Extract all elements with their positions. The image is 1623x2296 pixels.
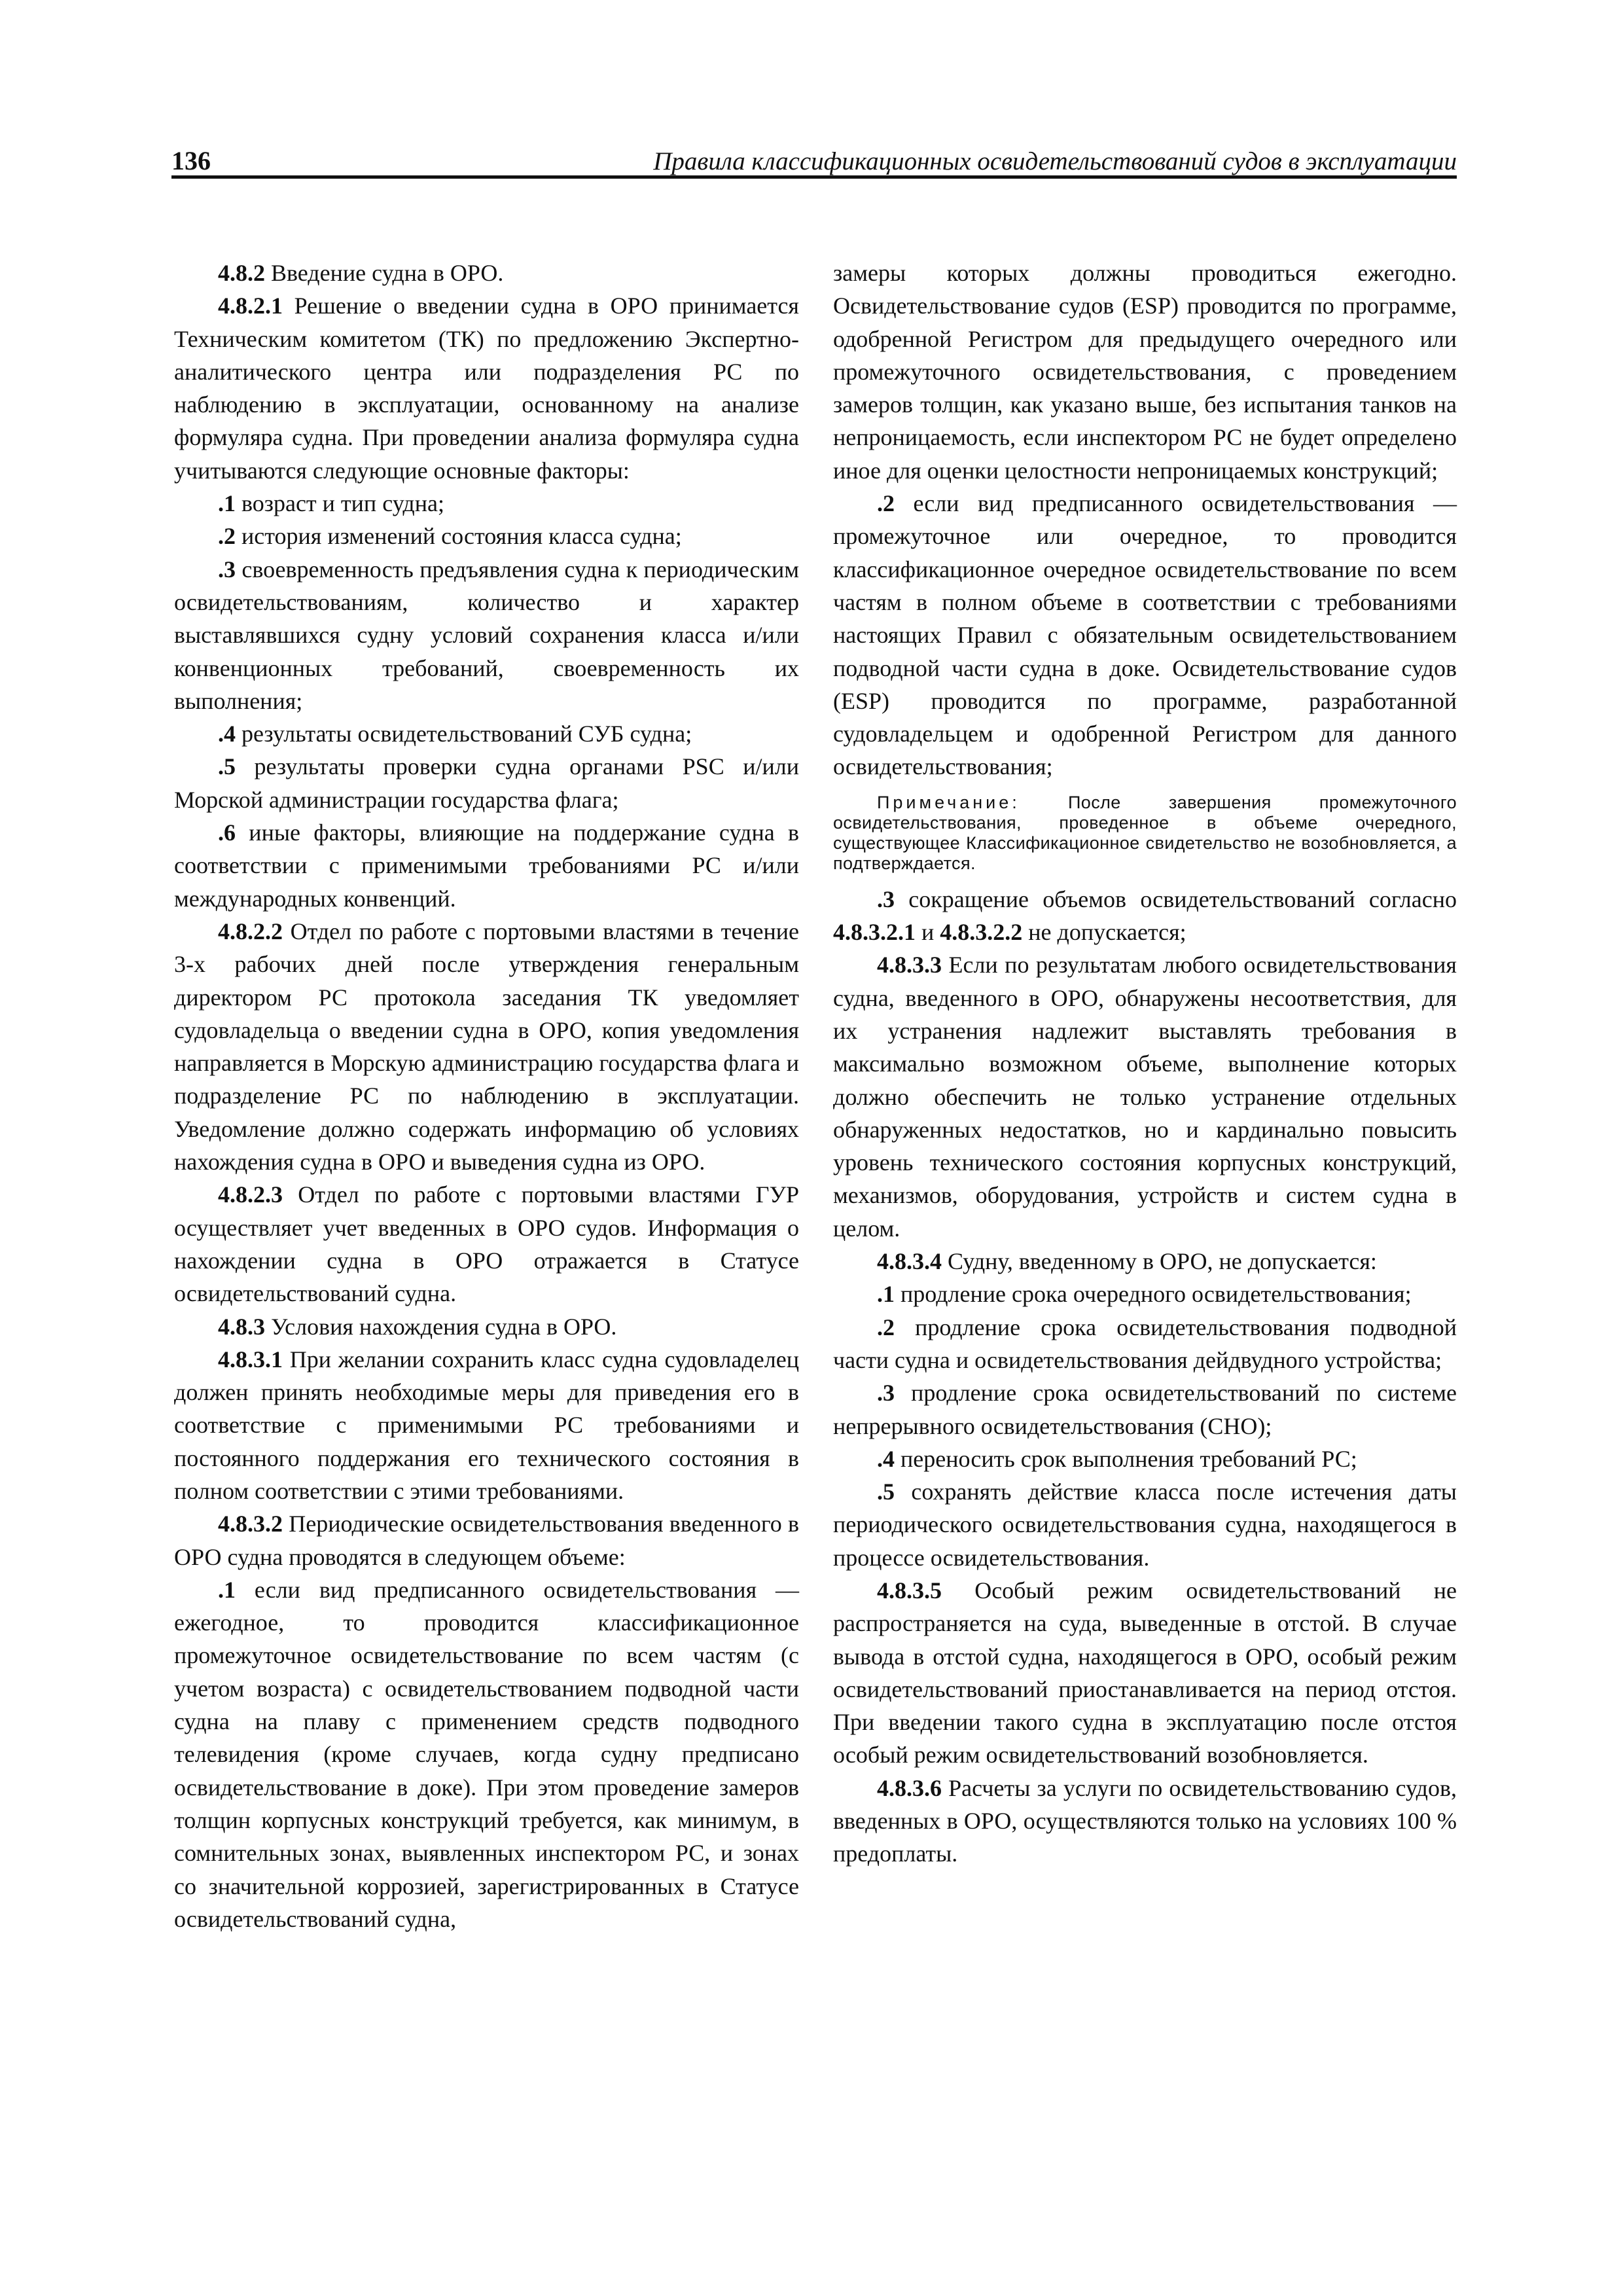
page-number: 136	[171, 146, 211, 175]
list-item: .5 сохранять действие класса после истечения даты периодического освидетельствования судна, находящегося в процессе освидетельствования.	[833, 1479, 1457, 1571]
list-item: .1 возраст и тип судна;	[218, 490, 444, 517]
list-item: .2 продление срока освидетельствования подводной части судна и освидетельствования дейдвудного устройства;	[833, 1314, 1457, 1373]
header-rule	[171, 175, 1457, 179]
left-column	[174, 257, 799, 1935]
list-item: .3 своевременность предъявления судна к периодическим освидетельствованиям, количество и характер выставлявшихся судну условий сохранения класса и/или конвенционных требований, своевременность их выполнения;	[174, 556, 799, 714]
paragraph-4-8-3-6: 4.8.3.6 Расчеты за услуги по освидетельствованию судов, введенных в ОРО, осуществляются только на условиях 100 % предоплаты.	[833, 1774, 1457, 1867]
cross-reference: 4.8.3.2.2	[940, 919, 1023, 946]
list-item: .4 результаты освидетельствований СУБ судна;	[218, 721, 692, 747]
list-item: .3 продление срока освидетельствований по системе непрерывного освидетельствования (СНО);	[833, 1380, 1457, 1439]
list-item: .3 сокращение объемов освидетельствований согласно 4.8.3.2.1 и 4.8.3.2.2 не допускается;	[833, 886, 1457, 946]
paragraph-4-8-3-5: 4.8.3.5 Особый режим освидетельствований не распространяется на суда, выведенные в отстой. В случае вывода в отстой судна, находящегося в ОРО, особый режим освидетельствований приостанавливается на период отстоя. При введении такого судна в эксплуатацию после отстоя особый режим освидетельствований возобновляется.	[833, 1577, 1457, 1768]
list-item: .5 результаты проверки судна органами PSC и/или Морской администрации государства флага;	[174, 753, 799, 813]
list-item: .2 если вид предписанного освидетельствования — промежуточное или очередное, то проводится классификационное очередное освидетельствование по всем частям в полном объеме в соответствии с требованиями настоящих Правил с обязательным освидетельствованием подводной части судна в доке. Освидетельствование судов (ESP) проводится по программе, разработанной судовладельцем и одобренной Регистром для данного освидетельствования;	[833, 490, 1457, 780]
paragraph-4-8-3-3: 4.8.3.3 Если по результатам любого освидетельствования судна, введенного в ОРО, обнаружены несоответствия, для их устранения надлежит выставлять требования в максимально возможном объеме, выполнение которых должно обеспечить не только устранение отдельных обнаруженных недостатков, но и кардинально повысить уровень технического состояния корпусных конструкций, механизмов, оборудования, устройств и систем судна в целом.	[833, 952, 1457, 1242]
paragraph-4-8-2-1: 4.8.2.1 Решение о введении судна в ОРО принимается Техническим комитетом (ТК) по предложению Экспертно-аналитического центра или подразделения РС по наблюдению в эксплуатации, основанному на анализе формуляра судна. При проведении анализа формуляра судна учитываются следующие основные факторы:	[174, 293, 799, 484]
paragraph-4-8-3-4: 4.8.3.4 Судну, введенному в ОРО, не допускается:	[877, 1248, 1377, 1275]
section-heading-4-8-2: 4.8.2 Введение судна в ОРО.	[218, 260, 504, 286]
note-label: Примечание:	[877, 792, 1020, 812]
note	[833, 793, 1457, 874]
running-title: Правила классификационных освидетельствований судов в эксплуатации	[653, 147, 1457, 175]
list-item: .4 переносить срок выполнения требований РС;	[877, 1445, 1357, 1472]
list-item: .6 иные факторы, влияющие на поддержание судна в соответствии с применимыми требованиями РС и/или международных конвенций.	[174, 819, 799, 912]
paragraph-4-8-2-2: 4.8.2.2 Отдел по работе с портовыми властями в течение 3-х рабочих дней после утверждения генеральным директором РС протокола заседания ТК уведомляет судовладельца о введении судна в ОРО, копия уведомления направляется в Морскую администрацию государства флага и подразделение РС по наблюдению в эксплуатации. Уведомление должно содержать информацию об условиях нахождения судна в ОРО и выведения судна из ОРО.	[174, 918, 799, 1175]
right-column	[833, 257, 1457, 1871]
paragraph-4-8-3-1: 4.8.3.1 При желании сохранить класс судна судовладелец должен принять необходимые меры для приведения его в соответствие с применимыми РС требованиями и постоянного поддержания его технического состояния в полном соответствии с этими требованиями.	[174, 1346, 799, 1504]
paragraph-4-8-2-3: 4.8.2.3 Отдел по работе с портовыми властями ГУР осуществляет учет введенных в ОРО судов. Информация о нахождении судна в ОРО отражается в Статусе освидетельствований судна.	[174, 1181, 799, 1307]
section-heading-4-8-3: 4.8.3 Условия нахождения судна в ОРО.	[218, 1313, 617, 1340]
note-text: После завершения промежуточного освидетельствования, проведенное в объеме очередного, существующее Классификационное свидетельство не возобновляется, а подтверждается.	[833, 792, 1457, 873]
list-item: .2 история изменений состояния класса судна;	[218, 523, 682, 550]
list-item: .1 если вид предписанного освидетельствования — ежегодное, то проводится классификационное промежуточное освидетельствование по всем частям (с учетом возраста) с освидетельствованием подводной части судна на плаву с применением средств подводного телевидения (кроме случаев, когда судну предписано освидетельствование в доке). При этом проведение замеров толщин корпусных конструкций требуется, как минимум, в сомнительных зонах, выявленных инспектором РС, и зонах со значительной коррозией, зарегистрированных в Статусе освидетельствований судна,	[174, 1576, 799, 1932]
paragraph-continuation: замеры которых должны проводиться ежегодно. Освидетельствование судов (ESP) проводится по программе, одобренной Регистром для предыдущего очередного или промежуточного освидетельствования, с проведением замеров толщин, как указано выше, без испытания танков на непроницаемость, если инспектором РС не будет определено иное для оценки целостности непроницаемых конструкций;	[833, 260, 1457, 484]
paragraph-4-8-3-2: 4.8.3.2 Периодические освидетельствования введенного в ОРО судна проводятся в следующем объеме:	[174, 1511, 799, 1570]
list-item: .1 продление срока очередного освидетельствования;	[877, 1281, 1412, 1308]
cross-reference: 4.8.3.2.1	[833, 919, 916, 946]
